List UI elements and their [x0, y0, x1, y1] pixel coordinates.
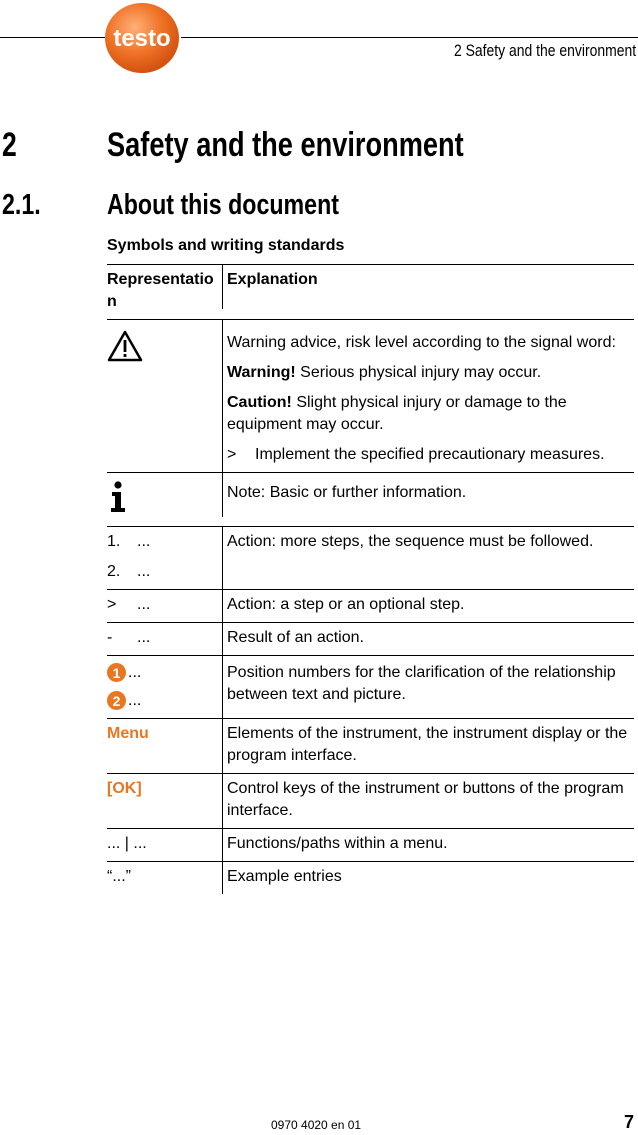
- result-text: Result of an action.: [222, 623, 634, 655]
- table-row-menu: [107, 718, 634, 773]
- header-representation: Representation: [107, 271, 214, 310]
- paths-text: Functions/paths within a menu.: [222, 829, 634, 861]
- menu-label: Menu: [107, 725, 149, 742]
- section-number: 2.1.: [2, 189, 41, 221]
- menu-text: Elements of the instrument, the instrument display or the program interface.: [222, 719, 634, 773]
- footer-page-number: 7: [623, 1112, 634, 1132]
- ok-text: Control keys of the instrument or buttons of the program interface.: [222, 774, 634, 828]
- position-number-1: 1: [107, 663, 126, 682]
- header-explanation: Explanation: [222, 265, 634, 309]
- chapter-number: 2: [2, 126, 17, 164]
- logo-text: testo: [113, 25, 171, 52]
- table-row-position: 1 ... 2 ... Position numbers for the clarification of the relationship between text and picture.: [107, 655, 634, 718]
- table-caption: Symbols and writing standards: [107, 237, 345, 254]
- caution-text: Slight physical injury or damage to the equipment may occur.: [227, 394, 567, 433]
- table-header-row: [107, 264, 634, 319]
- table-row-single-step: > ... Action: a step or an optional step.: [107, 589, 634, 622]
- footer-document-code: 0970 4020 en 01: [271, 1118, 362, 1132]
- paths-label: ... | ...: [107, 835, 147, 852]
- table-row-entries: [107, 861, 634, 894]
- symbols-table: [107, 264, 634, 894]
- testo-logo: [103, 2, 181, 74]
- ok-label: [OK]: [107, 780, 142, 797]
- entries-text: Example entries: [222, 862, 634, 894]
- header-title: 2 Safety and the environment: [453, 41, 636, 60]
- action-marker: >: [227, 446, 237, 463]
- table-row-warning: [107, 319, 634, 472]
- table-row-paths: [107, 828, 634, 861]
- table-row-result: - ... Result of an action.: [107, 622, 634, 655]
- warning-triangle-icon: [107, 330, 143, 362]
- single-step-text: Action: a step or an optional step.: [222, 590, 634, 622]
- steps-text: Action: more steps, the sequence must be followed.: [222, 527, 634, 589]
- table-row-steps: 1. ... 2. ... Action: more steps, the sequence must be followed.: [107, 526, 634, 589]
- warning-intro: Warning advice, risk level according to the signal word:: [227, 334, 616, 351]
- action-text: Implement the specified precautionary measures.: [255, 446, 605, 463]
- caution-label: Caution!: [227, 394, 292, 411]
- info-icon: [107, 481, 129, 513]
- chapter-title: Safety and the environment: [107, 126, 464, 164]
- header-rule-right: [181, 37, 638, 38]
- position-number-2: 2: [107, 691, 126, 710]
- note-text: Note: Basic or further information.: [222, 473, 634, 517]
- header-rule-left: [0, 37, 105, 38]
- position-text: Position numbers for the clarification of the relationship between text and picture.: [222, 656, 634, 718]
- table-row-note: [107, 472, 634, 526]
- section-title: About this document: [107, 189, 339, 221]
- warning-text: Serious physical injury may occur.: [295, 364, 542, 381]
- table-row-ok: [107, 773, 634, 828]
- entries-label: “...”: [107, 868, 131, 885]
- warning-label: Warning!: [227, 364, 296, 381]
